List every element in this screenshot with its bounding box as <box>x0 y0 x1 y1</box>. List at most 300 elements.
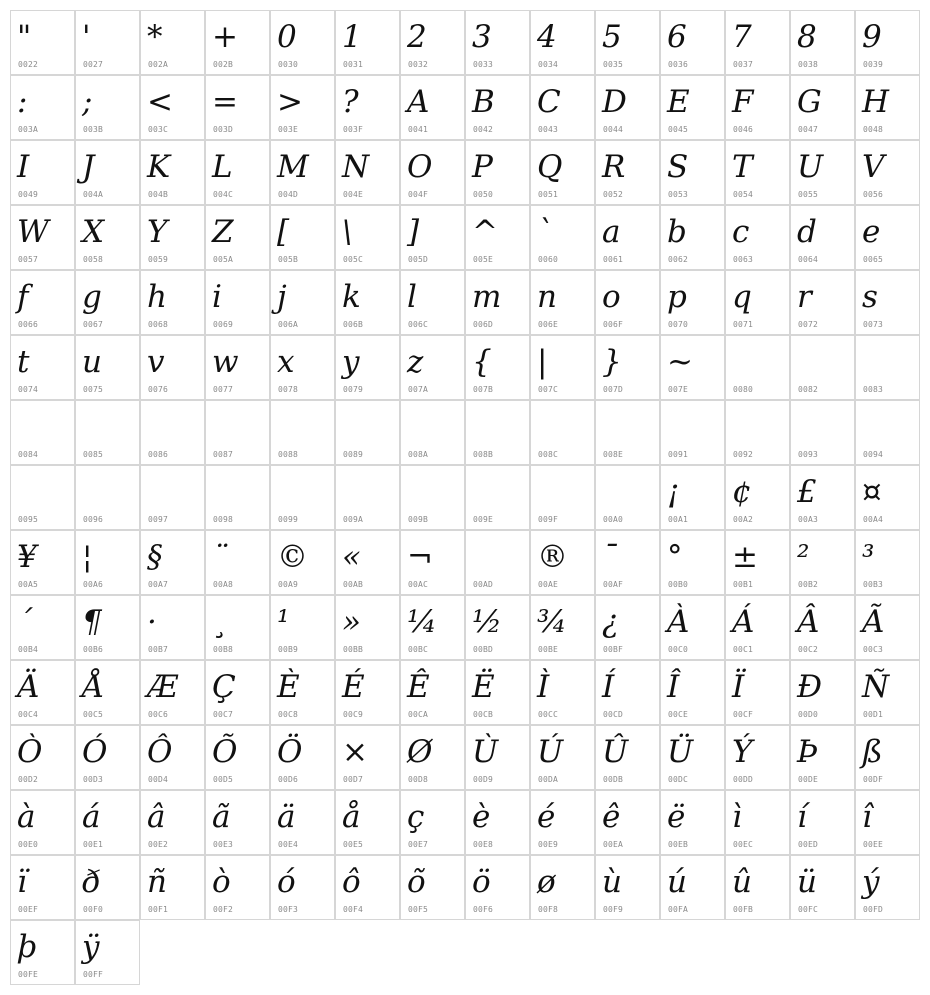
glyph-cell <box>205 725 270 790</box>
glyph-code: 00A6 <box>83 580 104 589</box>
glyph-cell <box>400 400 465 465</box>
glyph-code: 0057 <box>18 255 39 264</box>
glyph-cell <box>335 270 400 335</box>
glyph-cell <box>10 595 75 660</box>
glyph-code: 00DE <box>798 775 819 784</box>
glyph-cell <box>205 465 270 530</box>
glyph-cell <box>140 465 205 530</box>
glyph-code: 0093 <box>798 450 819 459</box>
glyph-code: 0088 <box>278 450 299 459</box>
glyph-code: 006F <box>603 320 624 329</box>
glyph-cell <box>595 400 660 465</box>
glyph-char: T <box>732 149 753 185</box>
glyph-cell <box>790 270 855 335</box>
glyph-char: ú <box>667 864 687 900</box>
glyph-char: ? <box>342 84 359 120</box>
glyph-code: 00BF <box>603 645 624 654</box>
glyph-code: 00EB <box>668 840 689 849</box>
glyph-cell <box>270 660 335 725</box>
glyph-code: 00CE <box>668 710 689 719</box>
glyph-cell <box>465 400 530 465</box>
glyph-cell <box>140 400 205 465</box>
glyph-cell <box>335 790 400 855</box>
glyph-cell <box>465 790 530 855</box>
glyph-char: 4 <box>537 19 557 55</box>
glyph-grid <box>10 10 920 985</box>
glyph-code: 00F4 <box>343 905 364 914</box>
glyph-code: 006B <box>343 320 364 329</box>
glyph-cell <box>400 530 465 595</box>
glyph-code: 00FB <box>733 905 754 914</box>
glyph-char: ` <box>537 214 553 250</box>
glyph-char: Ö <box>277 734 303 770</box>
glyph-cell <box>595 140 660 205</box>
glyph-cell <box>205 335 270 400</box>
glyph-char: ¥ <box>17 539 37 575</box>
glyph-char: ¾ <box>537 604 568 640</box>
glyph-code: 00EE <box>863 840 884 849</box>
glyph-cell <box>270 400 335 465</box>
glyph-char: U <box>797 149 824 185</box>
glyph-code: 0074 <box>18 385 39 394</box>
glyph-char: d <box>797 214 817 250</box>
glyph-char: z <box>407 344 424 380</box>
glyph-char: Õ <box>212 734 238 770</box>
glyph-code: 00CC <box>538 710 559 719</box>
glyph-code: 00F8 <box>538 905 559 914</box>
glyph-cell <box>595 10 660 75</box>
glyph-cell <box>855 660 920 725</box>
glyph-code: 00A2 <box>733 515 754 524</box>
glyph-cell <box>790 790 855 855</box>
glyph-cell <box>855 595 920 660</box>
glyph-code: 009E <box>473 515 494 524</box>
glyph-cell <box>10 725 75 790</box>
glyph-cell <box>595 595 660 660</box>
glyph-char: > <box>277 84 303 120</box>
glyph-code: 0046 <box>733 125 754 134</box>
glyph-char: W <box>17 214 49 250</box>
glyph-cell <box>660 660 725 725</box>
glyph-char: B <box>472 84 495 120</box>
glyph-char: { <box>472 344 492 380</box>
glyph-char: S <box>667 149 689 185</box>
glyph-code: 00F6 <box>473 905 494 914</box>
glyph-cell <box>205 530 270 595</box>
glyph-char: y <box>342 344 360 380</box>
glyph-code: 005E <box>473 255 494 264</box>
glyph-cell <box>400 270 465 335</box>
glyph-cell <box>335 140 400 205</box>
glyph-char: ' <box>82 19 91 55</box>
glyph-cell <box>270 595 335 660</box>
glyph-char: Ô <box>147 734 173 770</box>
glyph-char: ò <box>212 864 231 900</box>
glyph-code: 00C7 <box>213 710 234 719</box>
glyph-cell <box>465 465 530 530</box>
glyph-code: 0072 <box>798 320 819 329</box>
glyph-cell <box>140 790 205 855</box>
glyph-char: 7 <box>732 19 752 55</box>
glyph-cell <box>530 595 595 660</box>
glyph-code: 0099 <box>278 515 299 524</box>
glyph-code: 0070 <box>668 320 689 329</box>
glyph-char: ¡ <box>667 474 680 510</box>
glyph-char: ® <box>537 539 568 575</box>
glyph-char: ¨ <box>212 539 228 575</box>
glyph-code: 00C6 <box>148 710 169 719</box>
glyph-char: î <box>862 799 872 835</box>
glyph-code: 0034 <box>538 60 559 69</box>
glyph-cell <box>75 205 140 270</box>
glyph-code: 003B <box>83 125 104 134</box>
glyph-code: 00D8 <box>408 775 429 784</box>
glyph-cell <box>75 920 140 985</box>
glyph-char: Å <box>82 669 105 705</box>
glyph-cell <box>75 140 140 205</box>
glyph-code: 007E <box>668 385 689 394</box>
glyph-code: 00B0 <box>668 580 689 589</box>
glyph-code: 00E3 <box>213 840 234 849</box>
glyph-code: 0039 <box>863 60 884 69</box>
glyph-code: 0076 <box>148 385 169 394</box>
glyph-cell <box>790 660 855 725</box>
glyph-cell <box>595 205 660 270</box>
glyph-char: ñ <box>147 864 167 900</box>
glyph-char: ¿ <box>602 604 619 640</box>
glyph-code: 00BD <box>473 645 494 654</box>
glyph-cell <box>400 140 465 205</box>
glyph-char: Ü <box>667 734 694 770</box>
glyph-code: 00F0 <box>83 905 104 914</box>
glyph-code: 00EC <box>733 840 754 849</box>
glyph-code: 0038 <box>798 60 819 69</box>
glyph-code: 007B <box>473 385 494 394</box>
glyph-code: 00C3 <box>863 645 884 654</box>
glyph-cell <box>10 400 75 465</box>
glyph-code: 0085 <box>83 450 104 459</box>
glyph-code: 00F3 <box>278 905 299 914</box>
glyph-code: 00A9 <box>278 580 299 589</box>
glyph-code: 00A3 <box>798 515 819 524</box>
glyph-char: Ä <box>17 669 40 705</box>
glyph-char: ë <box>667 799 686 835</box>
glyph-cell <box>140 855 205 920</box>
glyph-char: X <box>82 214 105 250</box>
glyph-code: 00DC <box>668 775 689 784</box>
glyph-code: 0041 <box>408 125 429 134</box>
glyph-code: 005C <box>343 255 364 264</box>
glyph-cell <box>790 530 855 595</box>
glyph-cell <box>725 75 790 140</box>
glyph-char: b <box>667 214 687 250</box>
glyph-code: 004F <box>408 190 429 199</box>
glyph-cell <box>335 595 400 660</box>
glyph-char: k <box>342 279 361 315</box>
glyph-code: 00CB <box>473 710 494 719</box>
glyph-char: É <box>342 669 365 705</box>
glyph-cell <box>75 595 140 660</box>
glyph-cell <box>205 660 270 725</box>
glyph-cell <box>10 270 75 335</box>
glyph-cell <box>75 75 140 140</box>
glyph-code: 00E4 <box>278 840 299 849</box>
glyph-code: 0069 <box>213 320 234 329</box>
glyph-char: ì <box>732 799 742 835</box>
glyph-cell <box>335 725 400 790</box>
glyph-code: 00C2 <box>798 645 819 654</box>
glyph-code: 00A4 <box>863 515 884 524</box>
glyph-char: + <box>212 19 238 55</box>
glyph-char: Î <box>667 669 680 705</box>
glyph-code: 0066 <box>18 320 39 329</box>
glyph-char: O <box>407 149 433 185</box>
glyph-code: 0049 <box>18 190 39 199</box>
glyph-char: ² <box>797 539 810 575</box>
glyph-cell <box>140 75 205 140</box>
glyph-cell <box>10 335 75 400</box>
glyph-code: 00D3 <box>83 775 104 784</box>
glyph-cell <box>10 140 75 205</box>
glyph-code: 00DB <box>603 775 624 784</box>
glyph-cell <box>595 660 660 725</box>
glyph-cell <box>725 725 790 790</box>
glyph-char: A <box>407 84 430 120</box>
glyph-cell <box>530 75 595 140</box>
glyph-cell <box>10 205 75 270</box>
glyph-char: ¸ <box>212 604 228 640</box>
glyph-code: 0032 <box>408 60 429 69</box>
glyph-cell <box>465 855 530 920</box>
glyph-code: 00E7 <box>408 840 429 849</box>
glyph-code: 0056 <box>863 190 884 199</box>
glyph-cell <box>855 855 920 920</box>
glyph-cell <box>530 725 595 790</box>
glyph-cell <box>530 465 595 530</box>
glyph-char: ¬ <box>407 539 433 575</box>
glyph-cell <box>855 400 920 465</box>
glyph-cell <box>790 140 855 205</box>
glyph-cell <box>270 725 335 790</box>
glyph-char: Ð <box>797 669 823 705</box>
glyph-char: x <box>277 344 295 380</box>
glyph-code: 00A0 <box>603 515 624 524</box>
glyph-code: 006C <box>408 320 429 329</box>
glyph-char: ð <box>82 864 101 900</box>
glyph-code: 0065 <box>863 255 884 264</box>
glyph-cell <box>335 335 400 400</box>
glyph-char: Û <box>602 734 629 770</box>
glyph-code: 004C <box>213 190 234 199</box>
glyph-code: 0087 <box>213 450 234 459</box>
glyph-char: D <box>602 84 627 120</box>
glyph-char: ï <box>17 864 27 900</box>
glyph-code: 0091 <box>668 450 689 459</box>
glyph-code: 00A5 <box>18 580 39 589</box>
glyph-code: 009A <box>343 515 364 524</box>
glyph-cell <box>660 140 725 205</box>
glyph-char: Ï <box>732 669 745 705</box>
glyph-code: 0058 <box>83 255 104 264</box>
glyph-char: ° <box>667 539 683 575</box>
glyph-cell <box>465 10 530 75</box>
glyph-cell <box>400 75 465 140</box>
glyph-code: 00C4 <box>18 710 39 719</box>
glyph-cell <box>660 790 725 855</box>
glyph-cell <box>465 725 530 790</box>
glyph-cell <box>465 335 530 400</box>
glyph-code: 0089 <box>343 450 364 459</box>
glyph-code: 0084 <box>18 450 39 459</box>
glyph-char: L <box>212 149 233 185</box>
glyph-cell <box>10 660 75 725</box>
glyph-char: i <box>212 279 222 315</box>
glyph-code: 00F2 <box>213 905 234 914</box>
glyph-code: 00CA <box>408 710 429 719</box>
glyph-char: a <box>602 214 621 250</box>
glyph-cell <box>140 140 205 205</box>
glyph-cell <box>205 855 270 920</box>
glyph-code: 007D <box>603 385 624 394</box>
glyph-code: 00F1 <box>148 905 169 914</box>
glyph-code: 008A <box>408 450 429 459</box>
glyph-code: 003F <box>343 125 364 134</box>
glyph-char: 0 <box>277 19 297 55</box>
glyph-cell <box>335 205 400 270</box>
glyph-code: 00B9 <box>278 645 299 654</box>
glyph-cell <box>855 140 920 205</box>
glyph-cell <box>725 595 790 660</box>
glyph-char: c <box>732 214 750 250</box>
glyph-code: 003C <box>148 125 169 134</box>
glyph-char: H <box>862 84 890 120</box>
glyph-cell <box>270 335 335 400</box>
glyph-cell <box>465 75 530 140</box>
glyph-cell <box>335 75 400 140</box>
glyph-code: 0075 <box>83 385 104 394</box>
glyph-cell <box>400 595 465 660</box>
glyph-char: = <box>212 84 238 120</box>
glyph-code: 00E0 <box>18 840 39 849</box>
glyph-char: C <box>537 84 561 120</box>
glyph-code: 00F9 <box>603 905 624 914</box>
glyph-cell <box>75 335 140 400</box>
glyph-cell <box>400 10 465 75</box>
glyph-cell <box>660 465 725 530</box>
glyph-code: 009B <box>408 515 429 524</box>
glyph-cell <box>335 465 400 530</box>
glyph-code: 00B1 <box>733 580 754 589</box>
glyph-cell <box>140 10 205 75</box>
glyph-char: P <box>472 149 493 185</box>
glyph-char: I <box>17 149 30 185</box>
glyph-char: E <box>667 84 690 120</box>
glyph-cell <box>465 140 530 205</box>
glyph-char: \ <box>342 214 353 250</box>
glyph-code: 00DF <box>863 775 884 784</box>
glyph-char: ö <box>472 864 491 900</box>
glyph-cell <box>725 205 790 270</box>
glyph-char: ¤ <box>862 474 882 510</box>
glyph-cell <box>530 855 595 920</box>
glyph-char: [ <box>277 214 290 250</box>
glyph-char: F <box>732 84 754 120</box>
glyph-cell <box>140 595 205 660</box>
glyph-code: 003E <box>278 125 299 134</box>
glyph-cell <box>725 335 790 400</box>
glyph-char: È <box>277 669 300 705</box>
glyph-char: © <box>277 539 308 575</box>
glyph-code: 00EF <box>18 905 39 914</box>
glyph-code: 00BE <box>538 645 559 654</box>
glyph-char: Í <box>602 669 615 705</box>
glyph-cell <box>725 270 790 335</box>
glyph-cell <box>595 790 660 855</box>
glyph-code: 0053 <box>668 190 689 199</box>
glyph-code: 0063 <box>733 255 754 264</box>
glyph-code: 00B3 <box>863 580 884 589</box>
glyph-cell <box>10 75 75 140</box>
glyph-code: 0055 <box>798 190 819 199</box>
glyph-cell <box>140 205 205 270</box>
glyph-code: 0037 <box>733 60 754 69</box>
glyph-cell <box>140 660 205 725</box>
glyph-code: 00BC <box>408 645 429 654</box>
glyph-code: 00A8 <box>213 580 234 589</box>
glyph-code: 007A <box>408 385 429 394</box>
glyph-char: ó <box>277 864 296 900</box>
glyph-char: ´ <box>17 604 33 640</box>
glyph-cell <box>10 855 75 920</box>
glyph-cell <box>270 465 335 530</box>
glyph-cell <box>335 400 400 465</box>
glyph-code: 0086 <box>148 450 169 459</box>
glyph-char: ^ <box>472 214 498 250</box>
glyph-code: 00E9 <box>538 840 559 849</box>
glyph-char: o <box>602 279 621 315</box>
glyph-code: 008E <box>603 450 624 459</box>
glyph-code: 00E1 <box>83 840 104 849</box>
glyph-code: 00FA <box>668 905 689 914</box>
glyph-code: 004A <box>83 190 104 199</box>
glyph-cell <box>530 335 595 400</box>
glyph-cell <box>75 790 140 855</box>
glyph-cell <box>140 725 205 790</box>
glyph-char: ; <box>82 84 93 120</box>
glyph-char: Ø <box>407 734 433 770</box>
glyph-cell <box>10 465 75 530</box>
glyph-code: 0080 <box>733 385 754 394</box>
glyph-char: à <box>17 799 36 835</box>
glyph-char: « <box>342 539 361 575</box>
glyph-cell <box>530 10 595 75</box>
glyph-cell <box>205 595 270 660</box>
glyph-cell <box>855 790 920 855</box>
glyph-cell <box>270 205 335 270</box>
glyph-char: e <box>862 214 881 250</box>
glyph-char: : <box>17 84 28 120</box>
glyph-code: 00B7 <box>148 645 169 654</box>
glyph-code: 0031 <box>343 60 364 69</box>
glyph-code: 00FE <box>18 970 39 979</box>
glyph-cell <box>595 725 660 790</box>
glyph-cell <box>855 10 920 75</box>
glyph-char: À <box>667 604 690 640</box>
glyph-code: 00C0 <box>668 645 689 654</box>
glyph-cell <box>595 270 660 335</box>
glyph-char: û <box>732 864 752 900</box>
glyph-char: ô <box>342 864 361 900</box>
